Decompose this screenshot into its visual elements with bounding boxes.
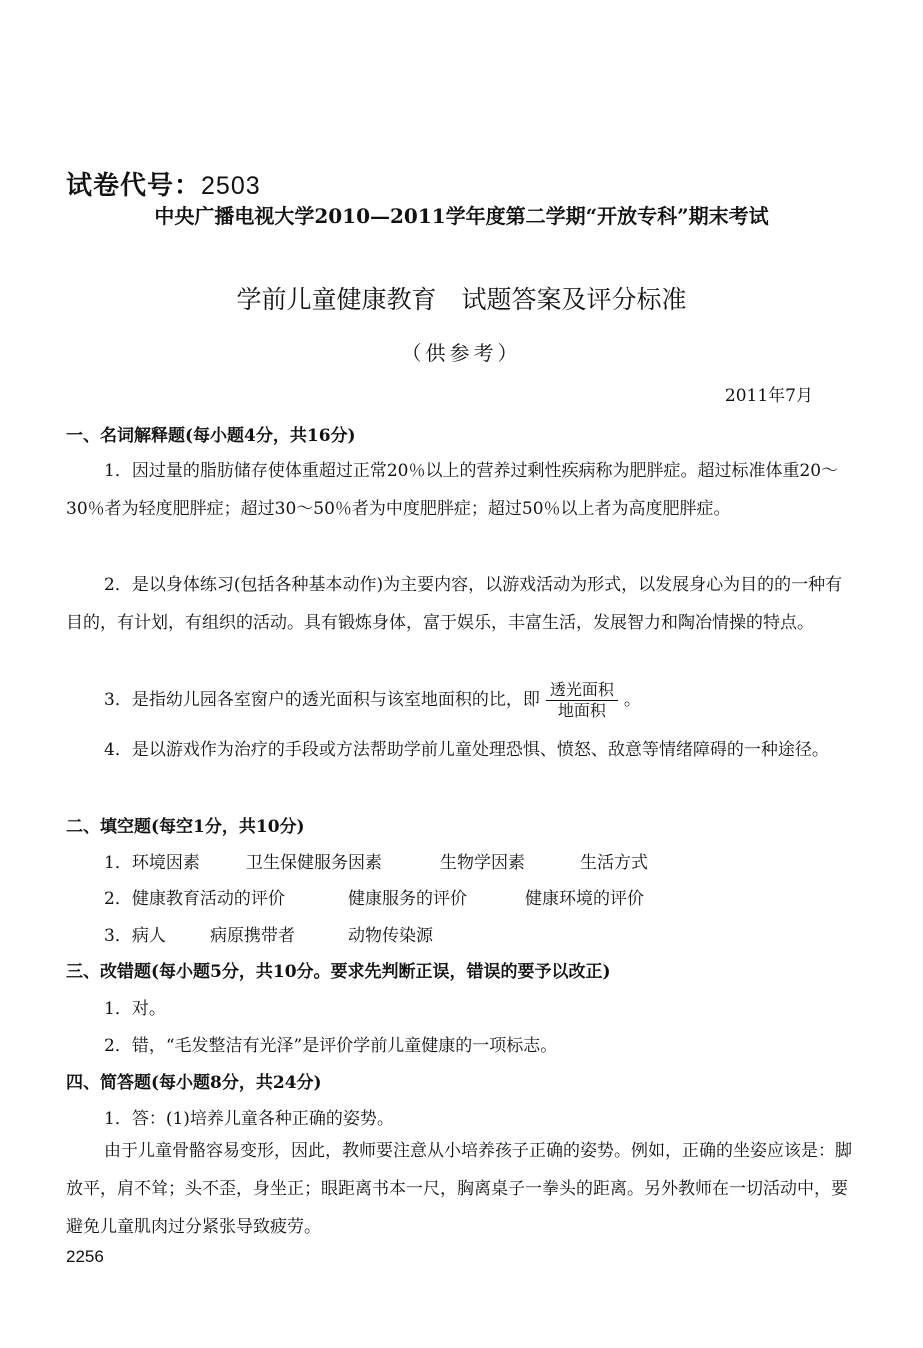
section3-title: 三、改错题(每小题5分，共10分。要求先判断正误，错误的要予以改正)	[66, 962, 611, 982]
section4-item1-head: 1．答：(1)培养儿童各种正确的姿势。	[104, 1109, 394, 1129]
section2-title: 二、填空题(每空1分，共10分)	[66, 817, 305, 837]
section3-item1: 1．对。	[104, 999, 166, 1019]
answer-cell: 病原携带者	[210, 926, 295, 946]
exam-code	[66, 165, 261, 202]
page-number: 2256	[66, 1247, 104, 1266]
section1-item2-text: 2．是以身体练习(包括各种基本动作)为主要内容，以游戏活动为形式，以发展身心为目的的一种有目的，有计划，有组织的活动。具有锻炼身体，富于娱乐，丰富生活，发展智力和陶冶情操的特点。	[66, 575, 843, 633]
answer-cell: 2．健康教育活动的评价	[104, 889, 285, 909]
section1-item3-text: 3．是指幼儿园各室窗户的透光面积与该室地面积的比，即	[104, 690, 540, 710]
section4-item1-body-text: 由于儿童骨骼容易变形，因此，教师要注意从小培养孩子正确的姿势。例如，正确的坐姿应该是：脚放平，肩不耸；头不歪，身坐正；眼距离书本一尺，胸离桌子一拳头的距离。另外教师在一切活动中，要避免儿童肌肉过分紧张导致疲劳。	[66, 1141, 852, 1237]
answer-cell: 生物学因素	[440, 853, 525, 873]
fraction-numerator: 透光面积	[546, 680, 618, 701]
exam-code-number: 2503	[201, 172, 261, 200]
answer-cell: 健康环境的评价	[525, 889, 644, 909]
section1-item2	[66, 566, 856, 642]
reference-note: （供参考）	[401, 341, 522, 365]
section1-item4-text: 4．是以游戏作为治疗的手段或方法帮助学前儿童处理恐惧、愤怒、敌意等情绪障碍的一种途径。	[104, 740, 829, 760]
section1-item1	[66, 452, 856, 528]
answer-cell: 1．环境因素	[104, 853, 200, 873]
exam-date: 2011年7月	[724, 386, 813, 406]
exam-code-label: 试卷代号：	[66, 171, 202, 201]
section4-title: 四、简答题(每小题8分，共24分)	[66, 1073, 322, 1093]
subject-title: 学前儿童健康教育 试题答案及评分标准	[236, 285, 687, 314]
answer-cell: 卫生保健服务因素	[246, 853, 382, 873]
answer-cell: 健康服务的评价	[348, 889, 467, 909]
section4-item1-body	[66, 1132, 856, 1246]
section3-item2: 2．错，“毛发整洁有光泽”是评价学前儿童健康的一项标志。	[104, 1036, 558, 1056]
section2-row2	[104, 884, 644, 909]
university-line: 中央广播电视大学2010—2011学年度第二学期“开放专科”期末考试	[154, 204, 769, 228]
area-ratio-fraction	[546, 680, 618, 721]
section1-item3-end: 。	[623, 690, 641, 710]
answer-cell: 3．病人	[104, 926, 166, 946]
section2-row1	[104, 848, 648, 873]
section2-row3	[104, 921, 433, 946]
answer-cell: 动物传染源	[348, 926, 433, 946]
section1-item3	[66, 680, 856, 721]
fraction-denominator: 地面积	[557, 701, 606, 720]
answer-cell: 生活方式	[580, 853, 648, 873]
section1-title: 一、名词解释题(每小题4分，共16分)	[66, 426, 356, 446]
section1-item1-text: 1．因过量的脂肪储存使体重超过正常20％以上的营养过剩性疾病称为肥胖症。超过标准体重20～30％者为轻度肥胖症；超过30～50％者为中度肥胖症；超过50％以上者为高度肥胖症。	[66, 461, 839, 519]
section1-item4	[66, 731, 856, 769]
